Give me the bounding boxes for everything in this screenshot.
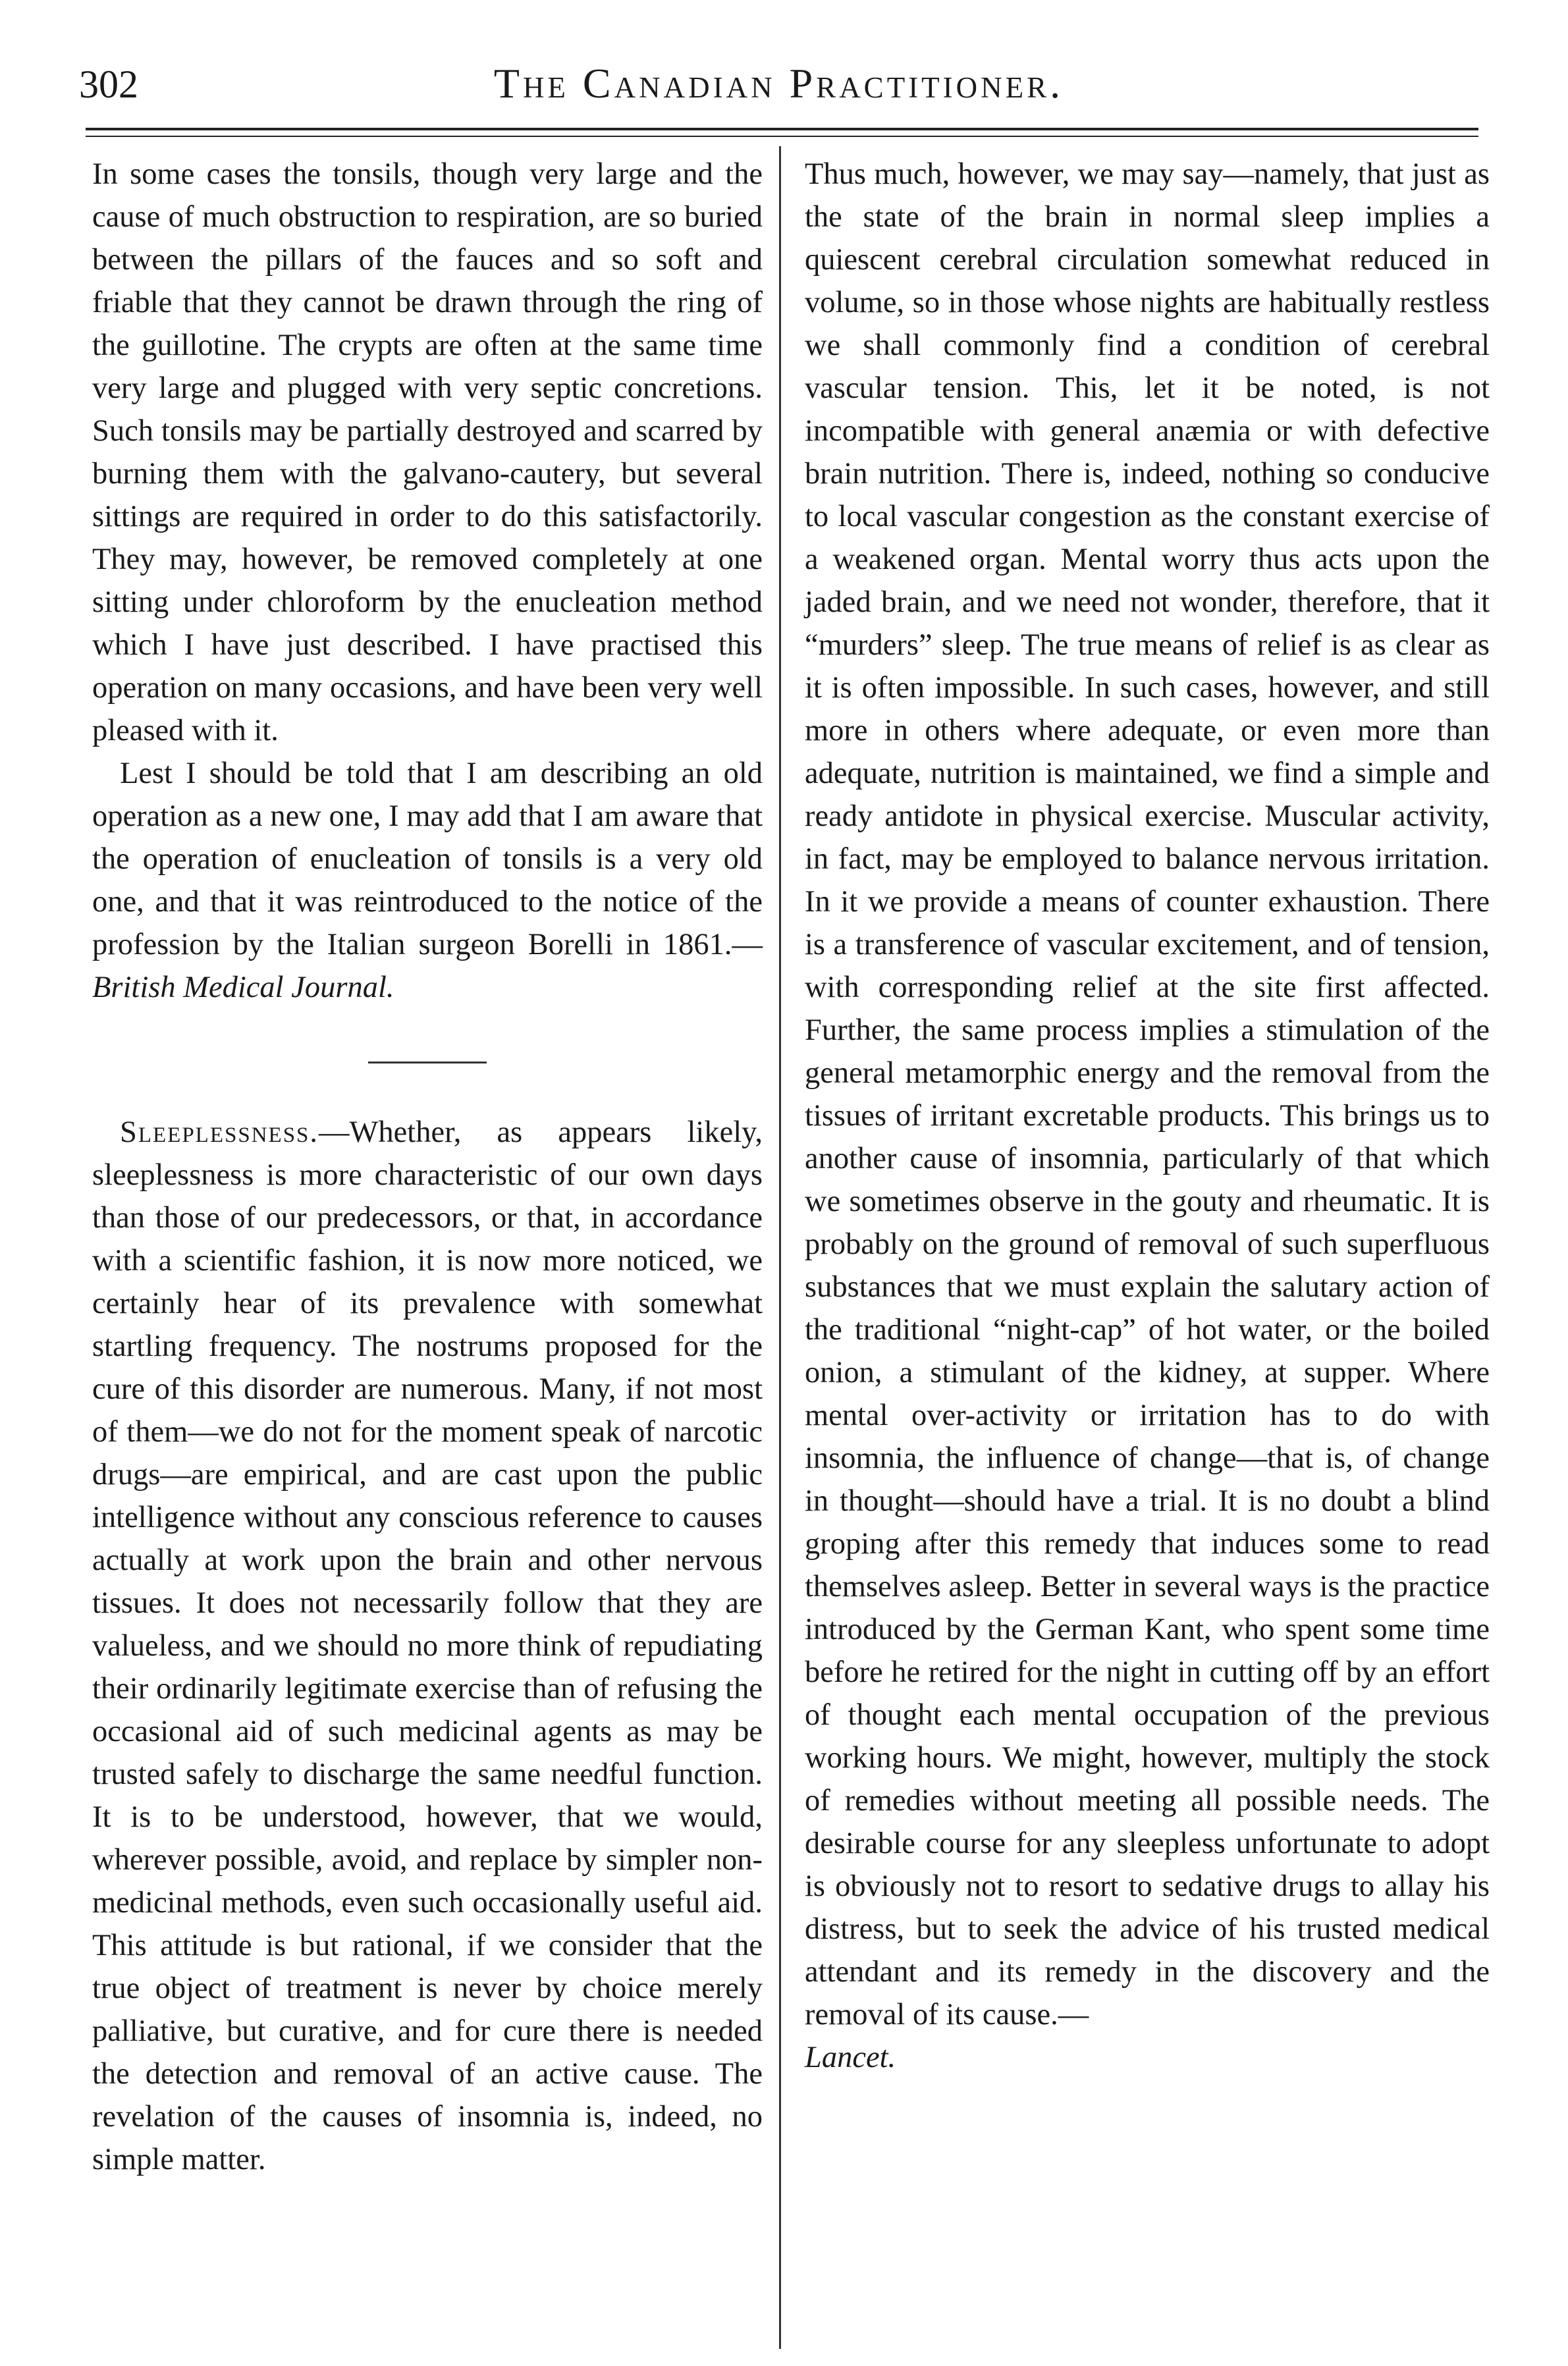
tonsils-paragraph-2 (92, 752, 763, 1009)
lancet-source-citation: Lancet. (805, 2041, 896, 2074)
tonsils-source-citation: British Medical Journal. (92, 971, 394, 1004)
tonsils-paragraph-2-text: Lest I should be told that I am describing an old operation as a new one, I may add that I am aware that the operation of enucleation of tonsils is a very old one, and that it was reintroduced to the notice of the profession by the Italian surgeon Borelli in 1861.— (92, 757, 763, 961)
running-title: The Canadian Practitioner. (493, 60, 1064, 107)
continuation-text: Thus much, however, we may say—namely, that just as the state of the brain in normal sleep implies a quiescent cerebral circulation somewhat reduced in volume, so in those whose nights are habitually restless we shall commonly find a condition of cerebral vascular tension. This, let it be noted, is not incompatible with general anæmia or with defective brain nutrition. There is, indeed, nothing so conducive to local vascular congestion as the constant exercise of a weakened organ. Mental worry thus acts upon the jaded brain, and we need not wonder, therefore, that it “murders” sleep. The true means of relief is as clear as it is often impossible. In such cases, however, and still more in others where adequate, or even more than adequate, nutrition is maintained, we find a simple and ready antidote in physical exercise. Muscular activity, in fact, may be employed to balance nervous irritation. In it we provide a means of counter exhaustion. There is a transference of vascular excitement, and of tension, with corresponding relief at the site first affected. Further, the same process implies a stimulation of the general metamorphic energy and the removal from the tissues of irritant excretable products. This brings us to another cause of insomnia, particularly of that which we sometimes observe in the gouty and rheumatic. It is probably on the ground of removal of such superfluous substances that we must explain the salutary action of the traditional “night-cap” of hot water, or the boiled onion, a stimulant of the kidney, at supper. Where mental over-activity or irritation has to do with insomnia, the influence of change—that is, of change in thought—should have a trial. It is no doubt a blind groping after this remedy that induces some to read themselves asleep. Better in several ways is the practice introduced by the German Kant, who spent some time before he retired for the night in cutting off by an effort of thought each mental occupation of the previous working hours. We might, however, multiply the stock of remedies without meeting all possible needs. The desirable course for any sleepless unfortunate to adopt is obviously not to resort to sedative drugs to allay his distress, but to seek the advice of his trusted medical attendant and its remedy in the discovery and the removal of its cause.— (805, 157, 1490, 2031)
sleeplessness-continuation (805, 153, 1490, 2079)
left-column (92, 153, 763, 2181)
article-separator (368, 1062, 487, 1063)
header-rule-thick (86, 128, 1478, 130)
sleeplessness-text: —Whether, as appears likely, sleeplessness is more characteristic of our own days than those of our predecessors, or that, in accordance with a scientific fashion, it is now more noticed, we certainly hear of its prevalence with somewhat startling frequency. The nostrums proposed for the cure of this disorder are numerous. Many, if not most of them—we do not for the moment speak of narcotic drugs—are empirical, and are cast upon the public intelligence without any conscious reference to causes actually at work upon the brain and other nervous tissues. It does not necessarily follow that they are valueless, and we should no more think of repudiating their ordinarily legitimate exercise than of refusing the occasional aid of such medicinal agents as may be trusted safely to discharge the same needful function. It is to be understood, however, that we would, wherever possible, avoid, and replace by simpler non-medicinal methods, even such occasionally useful aid. This attitude is but rational, if we consider that the true object of treatment is never by choice merely palliative, but curative, and for cure there is needed the detection and removal of an active cause. The revelation of the causes of insomnia is, indeed, no simple matter. (92, 1116, 763, 2176)
sleeplessness-paragraph (92, 1111, 763, 2181)
header-rule-thin (86, 136, 1478, 137)
page-number: 302 (79, 63, 138, 106)
right-column (805, 153, 1490, 2079)
sleeplessness-heading: Sleeplessness. (120, 1116, 319, 1149)
column-divider (779, 146, 781, 2349)
tonsils-paragraph-1: In some cases the tonsils, though very large and the cause of much obstruction to respiration, are so buried between the pillars of the fauces and so soft and friable that they cannot be drawn through the ring of the guillotine. The crypts are often at the same time very large and plugged with very septic concretions. Such tonsils may be partially destroyed and scarred by burning them with the galvano-cautery, but several sittings are required in order to do this satisfactorily. They may, however, be removed completely at one sitting under chloroform by the enucleation method which I have just described. I have practised this operation on many occasions, and have been very well pleased with it. (92, 157, 763, 747)
page-header (79, 47, 1478, 120)
